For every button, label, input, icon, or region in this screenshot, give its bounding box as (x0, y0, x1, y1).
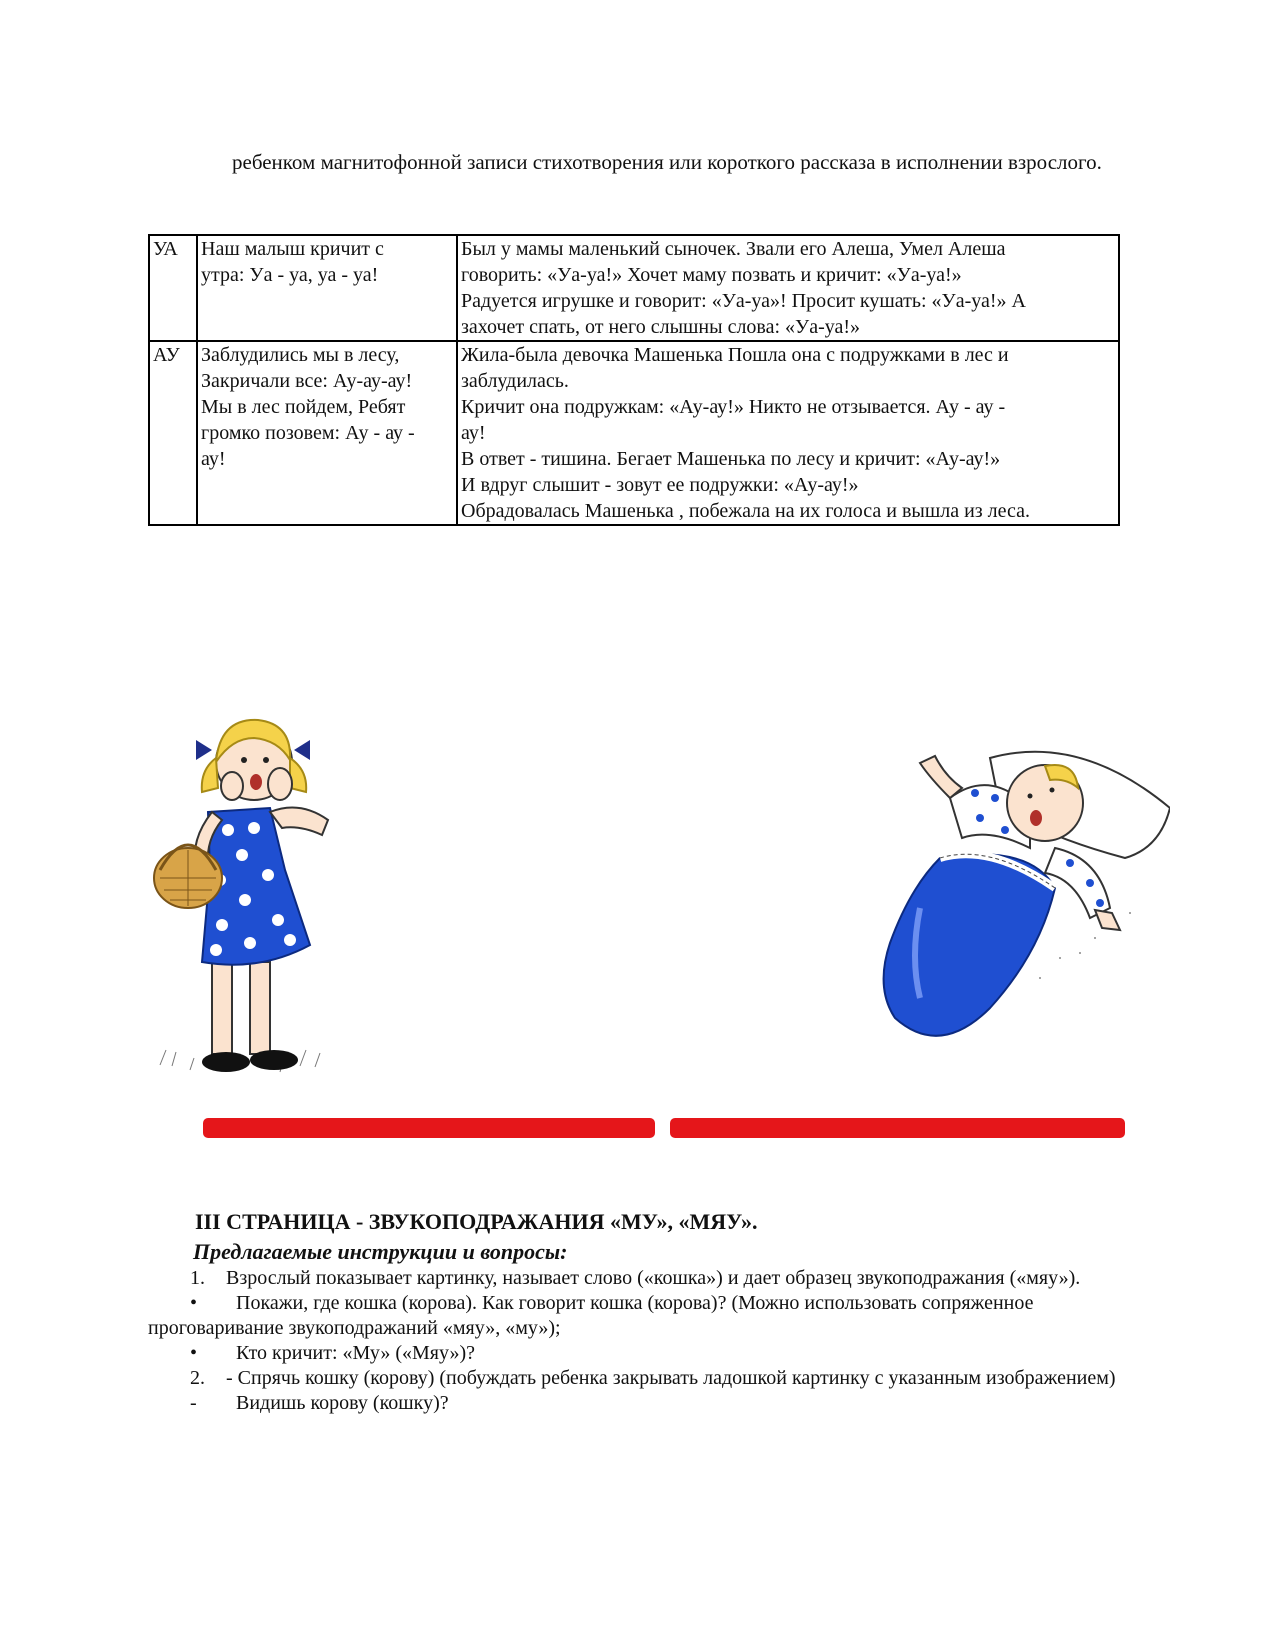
story-line: захочет спать, от него слышны слова: «Уа-уа!» (461, 316, 861, 338)
crying-baby-illustration (880, 738, 1170, 1048)
list-text: - Спрячь кошку (корову) (побуждать ребенка закрывать ладошкой картинку с указанным изображением) (226, 1367, 1116, 1389)
story-line: Радуется игрушке и говорит: «Уа-уа»! Просит кушать: «Уа-уа!» А (461, 290, 1026, 312)
list-marker: 2. (190, 1367, 205, 1389)
list-item (148, 1341, 1128, 1366)
poem-line: Мы в лес пойдем, Ребят (201, 396, 406, 418)
list-item (148, 1366, 1128, 1391)
story-line: ау! (461, 422, 486, 444)
story-cell (457, 341, 1119, 525)
list-marker: - (190, 1392, 197, 1414)
table-row (149, 235, 1119, 341)
poem-line: громко позовем: Ау - ау - (201, 422, 415, 444)
story-line: заблудилась. (461, 370, 569, 392)
list-text: Кто кричит: «Му» («Мяу»)? (236, 1342, 475, 1364)
intro-paragraph: ребенком магнитофонной записи стихотворения или короткого рассказа в исполнении взрослого. (232, 150, 1102, 174)
list-text: Покажи, где кошка (корова). Как говорит кошка (корова)? (Можно использовать сопряженное проговаривание звукоподражаний «мяу», «му»); (148, 1292, 1034, 1339)
poem-line: Закричали все: Ау-ау-ау! (201, 370, 413, 392)
sound-story-table (148, 234, 1120, 526)
sound-code: АУ (149, 341, 197, 525)
red-divider-right (670, 1118, 1125, 1138)
list-text: Взрослый показывает картинку, называет слово («кошка») и дает образец звукоподражания («мяу»). (226, 1267, 1081, 1289)
list-marker: 1. (190, 1267, 205, 1289)
story-line: Обрадовалась Машенька , побежала на их голоса и вышла из леса. (461, 500, 1031, 522)
poem-line: утра: Уа - уа, уа - уа! (201, 264, 379, 286)
girl-calling-illustration (150, 700, 350, 1100)
section-heading: III СТРАНИЦА - ЗВУКОПОДРАЖАНИЯ «МУ», «МЯУ». (195, 1209, 758, 1234)
list-item (148, 1266, 1128, 1291)
list-marker: • (190, 1292, 198, 1314)
table-row (149, 341, 1119, 525)
poem-cell (197, 235, 457, 341)
instruction-list (148, 1266, 1128, 1416)
red-divider-left (203, 1118, 655, 1138)
story-line: И вдруг слышит - зовут ее подружки: «Ау-ау!» (461, 474, 859, 496)
section-subheading: Предлагаемые инструкции и вопросы: (193, 1239, 568, 1264)
story-line: Кричит она подружкам: «Ау-ау!» Никто не отзывается. Ау - ау - (461, 396, 1006, 418)
poem-line: Наш малыш кричит с (201, 238, 384, 260)
list-text: Видишь корову (кошку)? (236, 1392, 449, 1414)
story-cell (457, 235, 1119, 341)
poem-line: Заблудились мы в лесу, (201, 344, 400, 366)
story-line: Жила-была девочка Машенька Пошла она с подружками в лес и (461, 344, 1009, 366)
list-marker: • (190, 1342, 198, 1364)
sound-code: УА (149, 235, 197, 341)
poem-line: ау! (201, 448, 226, 470)
poem-cell (197, 341, 457, 525)
story-line: Был у мамы маленький сыночек. Звали его Алеша, Умел Алеша (461, 238, 1006, 260)
story-line: В ответ - тишина. Бегает Машенька по лесу и кричит: «Ау-ау!» (461, 448, 1001, 470)
list-item (148, 1391, 1128, 1416)
story-line: говорить: «Уа-уа!» Хочет маму позвать и кричит: «Уа-уа!» (461, 264, 962, 286)
list-item (148, 1291, 1128, 1341)
